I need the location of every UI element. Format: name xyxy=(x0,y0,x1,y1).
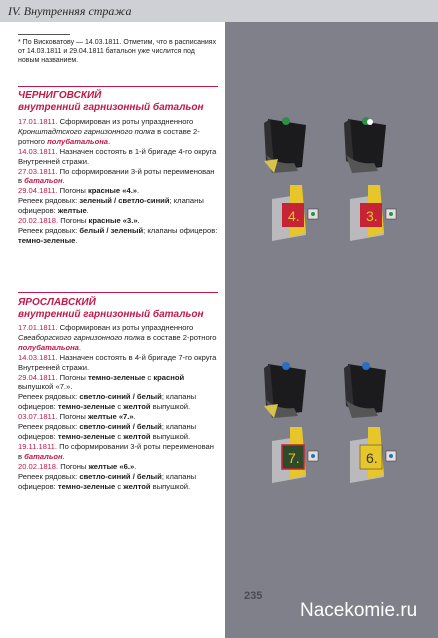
entry: 27.03.1811. По сформировании 3-й роты переименован в батальон. xyxy=(18,166,215,186)
page-number: 235 xyxy=(244,590,263,602)
section-title xyxy=(18,90,223,114)
shako-icon xyxy=(338,115,396,175)
section-name: ЯРОСЛАВСКИЙ xyxy=(18,297,96,308)
entry: 14.03.1811. Назначен состоять в 1-й бригаде 4-го округа Внутренней стражи. xyxy=(18,146,217,166)
shako-icon xyxy=(338,360,396,420)
epaulet-icon xyxy=(262,183,322,248)
section-entries xyxy=(18,117,220,246)
footnote-divider xyxy=(18,34,70,35)
entry: 29.04.1811. Погоны красные «4.». Репеек рядовых: зеленый / светло-синий; клапаны офицеров: желтые. xyxy=(18,186,204,216)
epaulet-number: 3. xyxy=(366,208,378,224)
entry: 20.02.1818. Погоны красные «3.». Репеек рядовых: белый / зеленый; клапаны офицеров: темно-зеленые. xyxy=(18,216,218,245)
running-header xyxy=(0,0,438,22)
shako-icon xyxy=(258,115,316,175)
entry: 20.02.1818. Погоны желтые «6.». Репеек рядовых: светло-синий / белый; клапаны офицеров: темно-зеленые с желтой выпушкой. xyxy=(18,461,197,491)
entry: 17.01.1811. Сформирован из роты упраздненного Свеаборгского гарнизонного полка в составе 2-ротного полубатальона. xyxy=(18,323,217,352)
running-header-title: IV. Внутренняя стража xyxy=(8,4,132,18)
entry: 19.11.1811. По сформировании 3-й роты переименован в батальон. xyxy=(18,441,214,461)
footnote: * По Висковатову — 14.03.1811. Отметим, что в расписаниях от 14.03.1811 и 29.04.1811 батальон уже числится под новым названием. xyxy=(18,39,217,64)
epaulet-icon xyxy=(340,425,400,490)
section-subtitle: внутренний гарнизонный батальон xyxy=(18,309,204,320)
section-divider xyxy=(18,292,218,293)
section-divider xyxy=(18,86,218,87)
illustration-panel xyxy=(225,22,438,638)
entry: 17.01.1811. Сформирован из роты упраздненного Кронштадтского гарнизонного полка в составе 2-ротного полубатальона. xyxy=(18,117,200,146)
section-entries xyxy=(18,323,220,491)
epaulet-number: 6. xyxy=(366,450,378,466)
entry: 14.03.1811. Назначен состоять в 4-й бригаде 7-го округа Внутренней стражи. xyxy=(18,352,217,372)
epaulet-icon xyxy=(262,425,322,490)
epaulet-icon xyxy=(340,183,400,248)
section-subtitle: внутренний гарнизонный батальон xyxy=(18,102,204,113)
watermark: Nacekomie.ru xyxy=(300,600,418,621)
section-title xyxy=(18,297,223,321)
shako-icon xyxy=(258,360,316,420)
epaulet-number: 4. xyxy=(288,208,300,224)
entry: 29.04.1811. Погоны темно-зеленые с красной выпушкой «7.». Репеек рядовых: светло-синий / белый; клапаны офицеров: темно-зеленые с желтой выпушкой. xyxy=(18,372,197,412)
entry: 03.07.1811. Погоны желтые «7.». Репеек рядовых: светло-синий / белый; клапаны офицеров: темно-зеленые с желтой выпушкой. xyxy=(18,412,197,441)
section-name: ЧЕРНИГОВСКИЙ xyxy=(18,90,102,101)
epaulet-number: 7. xyxy=(288,450,300,466)
